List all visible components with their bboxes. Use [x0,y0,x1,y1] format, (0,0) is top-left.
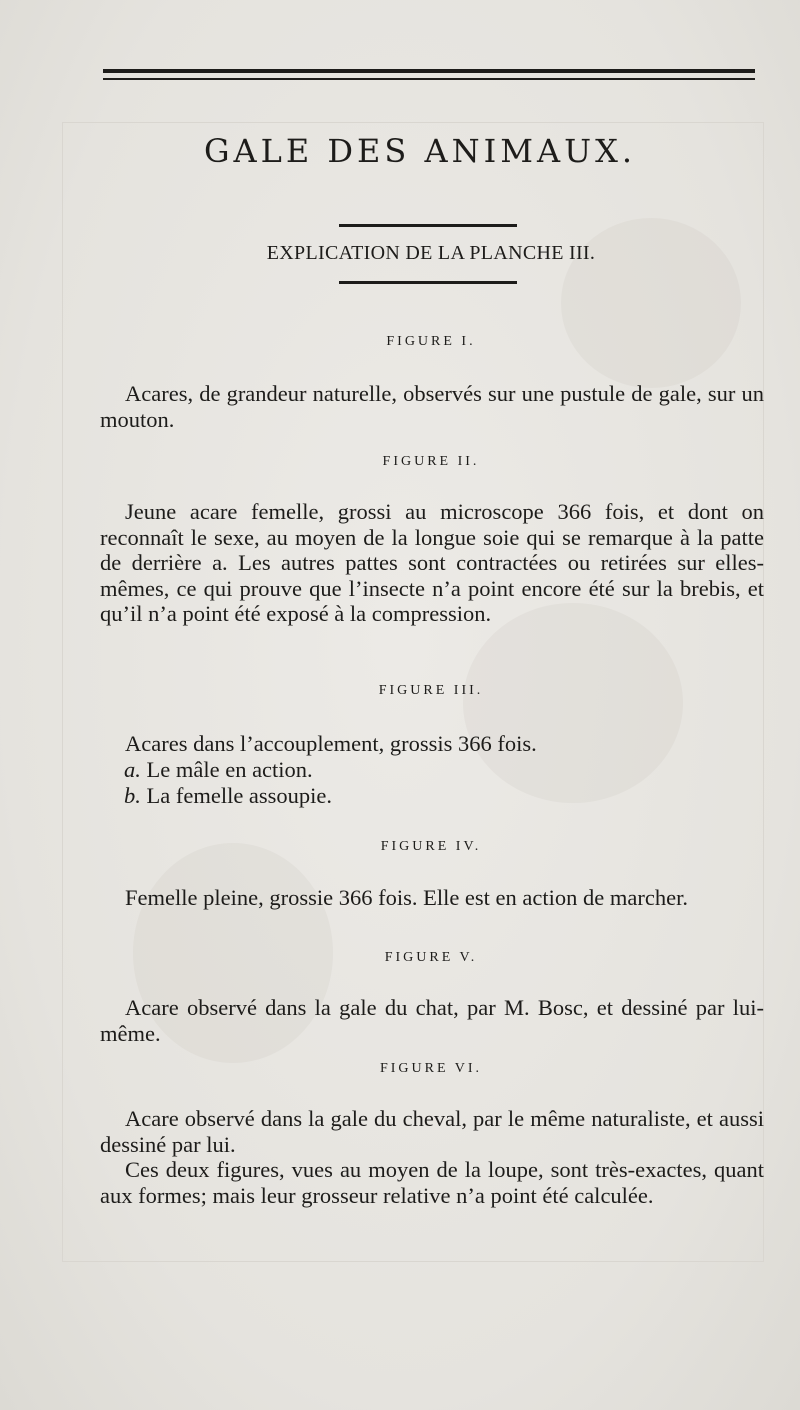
item-letter: b. [124,783,141,808]
top-thin-rule [103,78,755,80]
title-rule-lower [339,281,517,284]
figure-description: Jeune acare femelle, grossi au microscope 366 fois, et dont on reconnaît le sexe, au moyen de la longue soie qui se remarque à la patte de derrière a. Les autres pattes sont contractées ou retirées sur elles-mêmes, ce qui prouve que l’insecte n’a point encore été sur la brebis, et qu’il n’a point été exposé à la compression. [100,499,764,627]
item-letter: a. [124,757,141,782]
top-thick-rule [103,69,755,73]
figure-description-continued: Ces deux figures, vues au moyen de la loupe, sont très-exactes, quant aux formes; mais leur grosseur relative n’a point été calculée. [100,1157,764,1208]
figure-heading: FIGURE V. [384,950,478,965]
show-through-stain [463,603,683,803]
figure-description: Acares, de grandeur naturelle, observés sur une pustule de gale, sur un mouton. [100,381,764,432]
figure-description: Femelle pleine, grossie 366 fois. Elle est en action de marcher. [125,885,688,910]
figure-item [124,757,313,783]
figure-heading: FIGURE III. [378,683,484,698]
figure-item [124,783,332,809]
figure-description: Acare observé dans la gale du cheval, par le même naturaliste, et aussi dessiné par lui. [100,1106,764,1157]
item-text: Le mâle en action. [146,757,313,782]
figure-heading: FIGURE IV. [380,839,482,854]
figure-description: Acare observé dans la gale du chat, par M. Bosc, et dessiné par lui-même. [100,995,764,1046]
figure-heading: FIGURE I. [386,334,476,349]
figure-description: Acares dans l’accouplement, grossis 366 fois. [125,731,537,756]
title-rule-upper [339,224,517,227]
figure-heading: FIGURE II. [382,454,480,469]
page-title: GALE DES ANIMAUX. [203,132,637,170]
plate-subtitle: EXPLICATION DE LA PLANCHE III. [266,242,596,264]
figure-heading: FIGURE VI. [379,1061,483,1076]
item-text: La femelle assoupie. [146,783,333,808]
